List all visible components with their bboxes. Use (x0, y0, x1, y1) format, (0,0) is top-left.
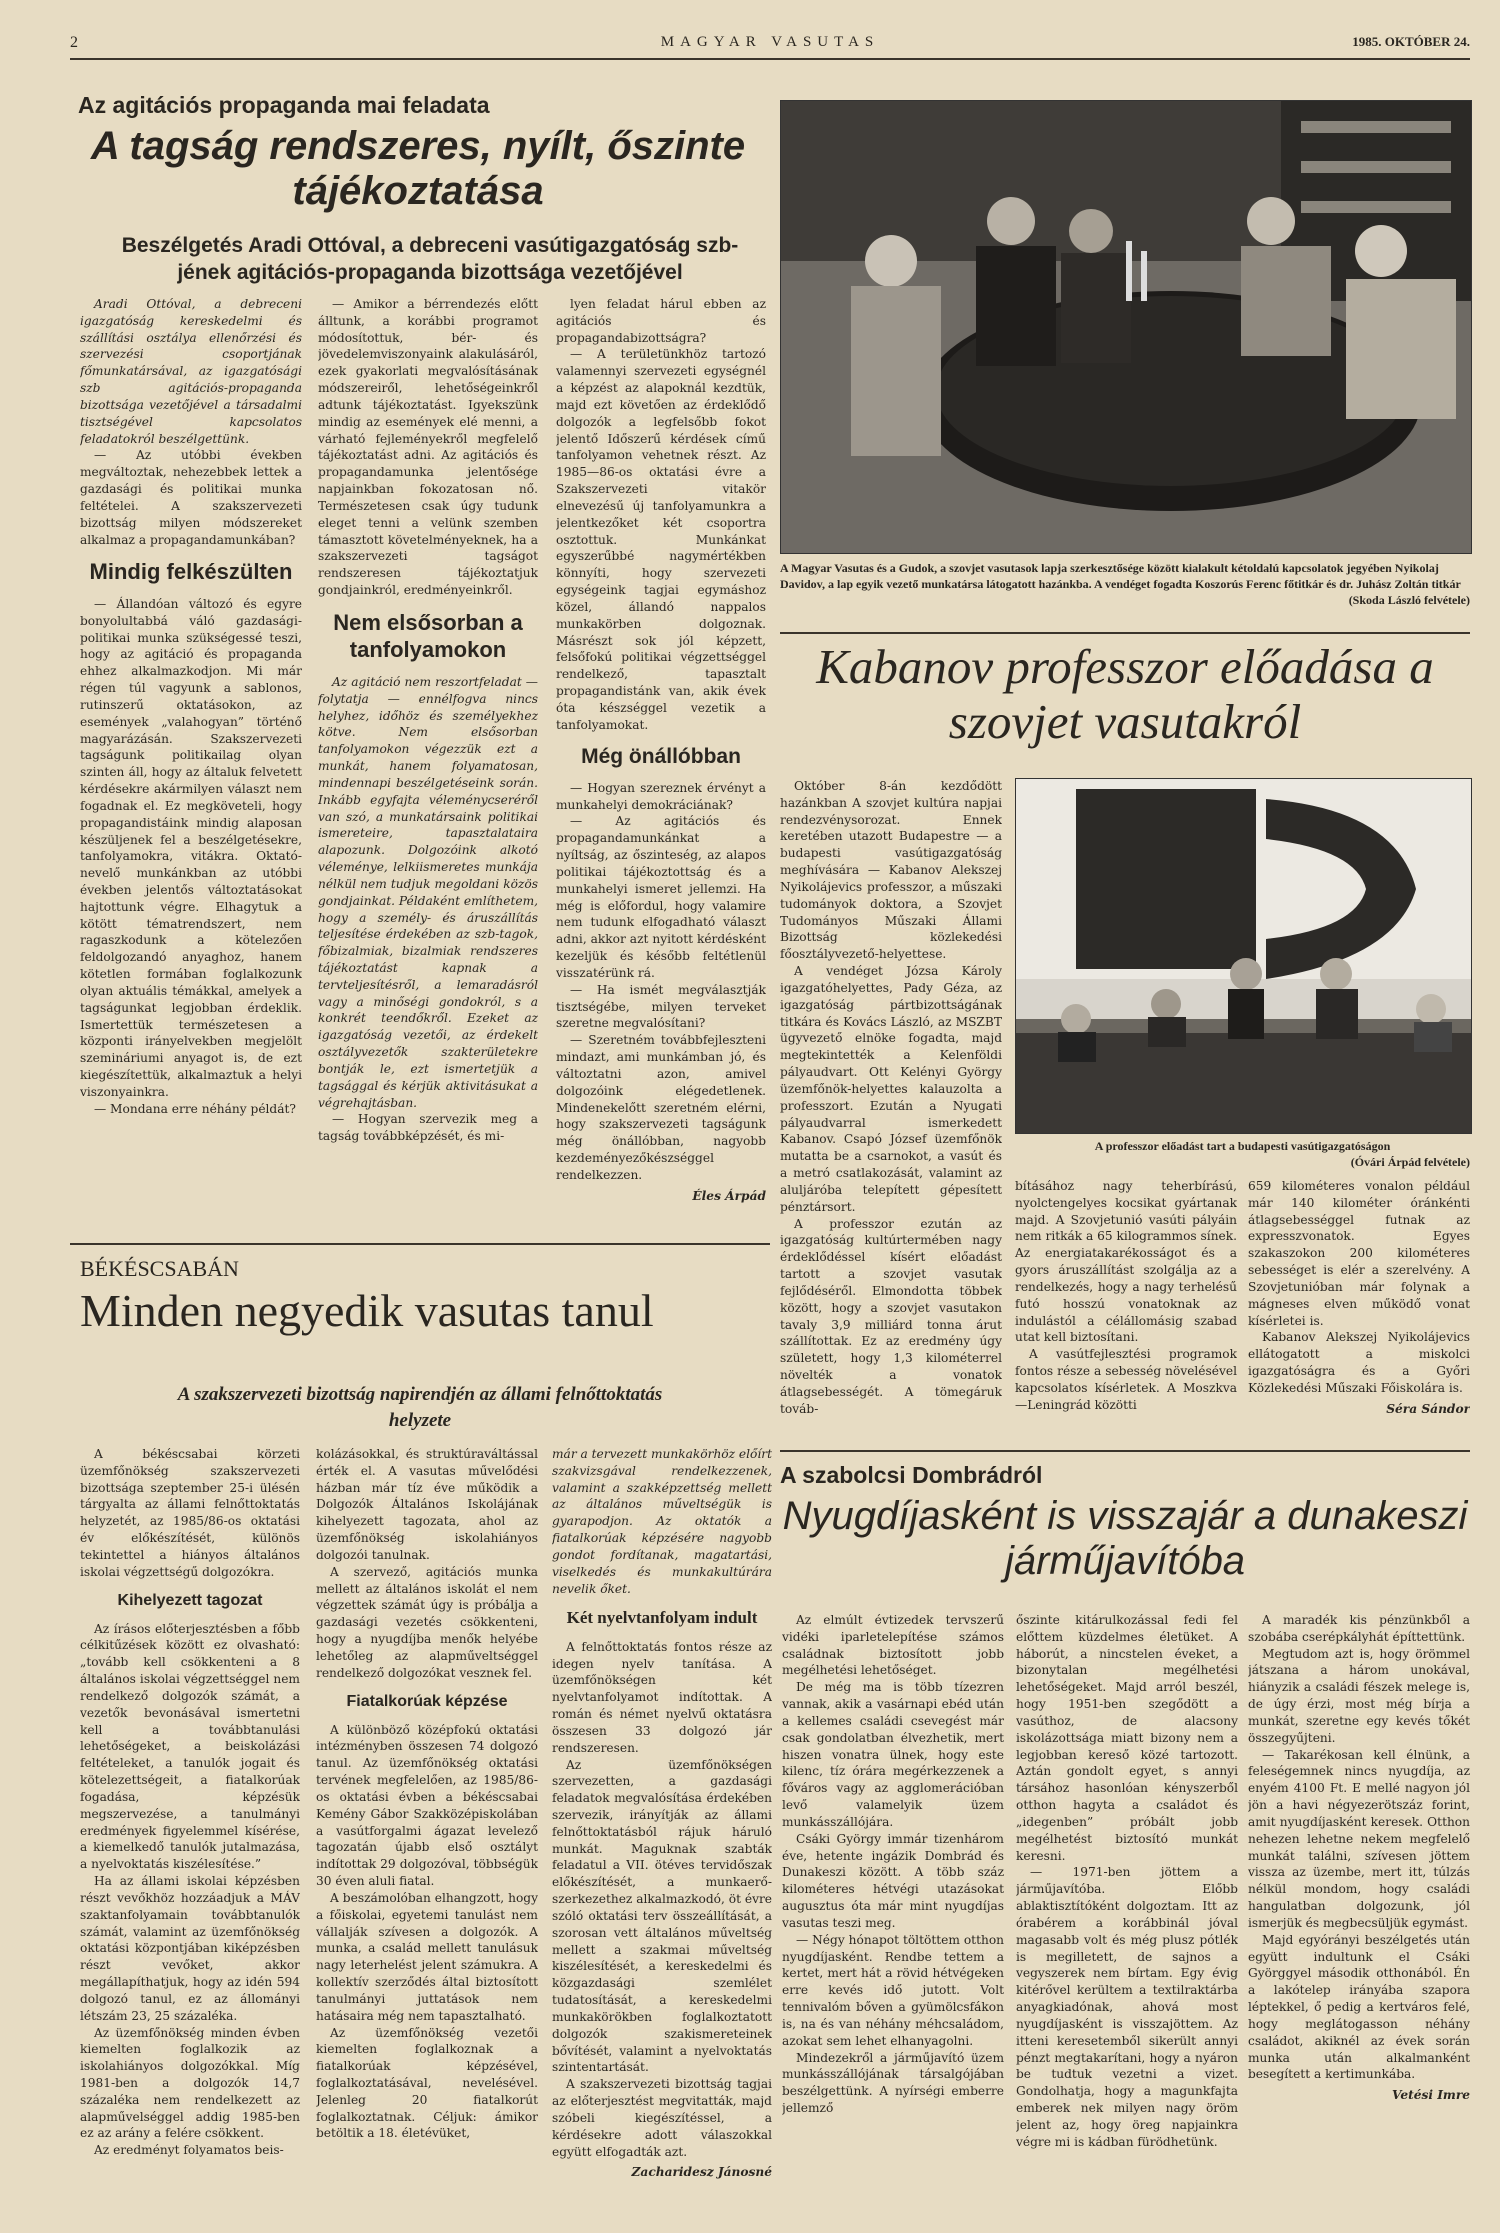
article3-deck: A szakszervezeti bizottság napirendjén az állami felnőttoktatás helyzete (177, 1384, 663, 1431)
paragraph: őszinte kitárulkozással fedi fel előttem küzdelmes életüket. A háborút, a nincstelen éveket, a bizonytalan megélhetési lehetőségeket. Majd arról beszél, hogy 1951-ben szegődött a vasúthoz, de alacsony iskolázottsága miatt bizony nem a legjobban kereső közé tartozott. Aztán gondolt egyet, s annyi társához hasonlóan kényszerből otthon hagyta a családot és „idegenben” próbált jobb megélhetést biztosító munkát keresni. (1016, 1613, 1238, 1863)
article1-title: A tagság rendszeres, nyílt, őszinte tájékoztatása (90, 124, 746, 213)
article4-column-1 (782, 1612, 1004, 2220)
paragraph: Az elmúlt évtizedek tervszerű vidéki iparletelepítése számos családnak biztosított jobb megélhetési lehetőséget. (782, 1613, 1004, 1678)
paragraph: A szakszervezeti bizottság tagjai az előterjesztést megvitatták, majd szóbeli kiegészítéssel, a kérdésekre adott válaszokkal együtt elfogadták azt. (552, 2077, 772, 2159)
paragraph: Ha az állami iskolai képzésben részt vevőkhöz hozzáadjuk a MÁV szaktanfolyamain továbbtanulók számát, valamint az üzemfőnökség oktatási központjában kiképzésben részt vevőket, akkor megállapíthatjuk, hogy az idén 594 dolgozó tanul, ez az állományi létszám 23, 25 százaléka. (80, 1874, 300, 2023)
subheading: Két nyelvtanfolyam indult (566, 1608, 758, 1628)
article2-column-2 (1015, 1178, 1237, 1440)
article3-column-2 (316, 1446, 538, 2216)
paragraph: A békéscsabai körzeti üzemfőnökség szakszervezeti bizottsága szeptember 25-i ülésén tárgyalta az állami felnőttoktatás helyzetét, az 1985/86-os oktatási év előkészítését, különös tekintettel a hiányos általános iskolai végzettségű dolgozókra. (80, 1447, 300, 1579)
article2-column-1 (780, 778, 1002, 1438)
photo-credit: (Skoda László felvétele) (1348, 593, 1470, 608)
paragraph: A beszámolóban elhangzott, hogy a főiskolai, egyetemi tanulást nem vállalják szívesen a dolgozók. A munka, a család mellett tanulásuk nagy leterhelést jelent számukra. A kollektív szerződés által biztosított tanulmányi juttatások nem hatásaira még nem tapasztalható. (316, 1890, 538, 2023)
subheading: Mindig felkészülten (89, 559, 293, 585)
paragraph: A felnőttoktatás fontos része az idegen nyelv tanítása. A üzemfőnökségen két nyelvtanfolyamot indítottak. A román és német nyelvű oktatásra összesen 33 dolgozó jár rendszeresen. (552, 1639, 772, 1755)
meeting-photo-caption (780, 560, 1470, 609)
paragraph: Az üzemfőnökségen szervezetten, a gazdasági feladatok megvalósítása érdekében szervezik, irányítják az állami felnőttoktatásból rájuk háruló munkát. Maguknak szabták feladatul a VII. ötéves tervidőszak előkészítését, a munkaerő-szerkezethez alkalmazkodó, öt évre szóló oktatási terv összeállítását, a szorosan vett általános műveltség mellett a szakmai műveltség kiszélesítését, a kereskedelmi és közgazdasági szemlélet tudatosítását, a kereskedelmi munkakörökben foglalkoztatott dolgozók szakismereteinek bővítését, valamint a nyelvoktatás szintentartását. (552, 1757, 772, 2075)
paragraph: Az üzemfőnökség vezetői kiemelten foglalkoznak a fiatalkorúak képzésével, foglalkoztatásával, nevelésével. Jelenleg 20 fiatalkorút foglalkoztatnak. Céljuk: ámikor betöltik a 18. életévüket, (316, 2025, 538, 2141)
paragraph: De még ma is több tízezren vannak, akik a vasárnapi ebéd után a kellemes családi csevegést már csak gondolatban élvezhetik, mert hiszen vonatra ülnek, hogy este kilenc, tíz órára megérkezzenek a főváros vagy az agglomerációban levő valamelyik üzem munkásszállójára. (782, 1680, 1004, 1829)
paragraph: A vasútfejlesztési programok fontos része a sebesség növelésével kapcsolatos kísérletek. A Moszkva—Leningrád közötti (1015, 1347, 1237, 1412)
photo-credit: (Óvári Árpád felvétele) (1350, 1155, 1470, 1170)
paragraph: — Mondana erre néhány példát? (94, 1101, 296, 1116)
article4-author: Vetési Imre (1392, 2088, 1470, 2103)
caption-text: A professzor előadást tart a budapesti vasútigazgatóságon (1094, 1139, 1391, 1153)
paragraph: A szervező, agitációs munka mellett az általános iskolát el nem végzettek számát úgy is próbálja a gazdasági vezetés csökkenteni, hogy a nyugdíjba menők helyébe lehetőleg az alapműveltséggel rendelkező dolgozókat vesznek fel. (316, 1564, 538, 1680)
article4-column-2 (1016, 1612, 1238, 2220)
article1-kicker: Az agitációs propaganda mai feladata (78, 92, 490, 118)
paragraph: már a tervezett munkakörhöz előírt szakvizsgával rendelkezzenek, valamint a szakképzettség mellett az általános műveltségük is gyarapodjon. Az oktatók a fiatalkorúak képzésére nagyobb gondot fordítanak, magatartási, viselkedés és munkakultúrára nevelik őket. (552, 1447, 772, 1596)
paragraph: Csáki György immár tizenhárom éve, hetente ingázik Dombrád és Dunakeszi között. A több száz kilométeres hétvégi utazásokat augusztus óta már mint nyugdíjas vasutas teszi meg. (782, 1831, 1004, 1930)
paragraph: Megtudom azt is, hogy örömmel játszana a három unokával, hiányzik a családi fészek melege is, de úgy érzi, most még bírja a munkát, szeretne egy kevés tőkét összegyűjteni. (1248, 1646, 1470, 1745)
paragraph: Az írásos előterjesztésben a főbb célkitűzések között ez olvasható: „tovább kell csökkenteni a 8 általános iskolai végzettséggel nem rendelkező dolgozók számát, a vezetők bevonásával ismertetni kell a továbbtanulási lehetőségeket, a beiskolázási feltételeket, a tanulók jogait és kötelezettségeit, a fiatalkorúak fogadása, képzésük megszervezése, a tanulmányi eredmények figyelemmel kísérése, a kiemelkedő tanulók jutalmazása, a nyelvoktatás kiszélesítése.” (80, 1621, 300, 1872)
paragraph: — Amikor a bérrendezés előtt álltunk, a korábbi programot módosítottuk, bér- és jövedelemviszonyaink alakulásáról, ezek gyakorlati megvalósításának módszereiről, lehetőségeinkről adtunk tájékoztatást. Igyekszünk mindig az események elé menni, a várható fejleményekről megfelelő tájékoztatást adni. Az agitációs és propagandamunka jelentősége napjainkban fokozatosan nő. Természetesen csak úgy tudunk eleget tenni a velünk szemben támasztott követelményeknek, ha a szakszervezeti tagságot rendszeresen tájékoztatjuk gondjainkról, eredményeinkről. (318, 297, 538, 598)
masthead: MAGYAR VASUTAS (660, 34, 880, 50)
article1-deck: Beszélgetés Aradi Ottóval, a debreceni vasútigazgatóság szb-jének agitációs-propaganda bizottsága vezetőjével (121, 234, 739, 285)
lecture-photo (1015, 778, 1472, 1134)
article4-column-3 (1248, 1612, 1470, 2220)
paragraph: lyen feladat hárul ebben az agitációs és propagandabizottságra? (556, 297, 766, 345)
subheading: Fiatalkorúak képzése (346, 1692, 508, 1710)
paragraph: kolázásokkal, és struktúraváltással érték el. A vasutas művelődési házban már tíz éve működik a Dolgozók Általános Iskolájának kihelyezett tagozata, ahol az üzemfőnökség iskolahiányos dolgozói tanulnak. (316, 1447, 538, 1562)
subheading: Nem elsősorban a tanfolyamokon (333, 609, 523, 663)
paragraph: bításához nagy teherbírású, nyolctengelyes kocsikat gyártanak majd. A Szovjetunió vasúti pályáin nem ritkák a 65 kilogrammos sínek. Az energiatakarékosságot és a gyors áruszállítást szolgálja az a rendelkezés, hogy a nagy terhelésű futó hosszú vonatoknak az indulástól a célállomásig szabad utat kell biztosítani. (1015, 1179, 1237, 1345)
article1-column-3 (556, 296, 766, 1231)
subheading: Még önállóbban (581, 744, 741, 768)
article3-column-1 (80, 1446, 300, 2216)
paragraph: — Hogyan szereznek érvényt a munkahelyi demokráciának? (556, 780, 766, 812)
paragraph: Kabanov Alekszej Nyikolájevics ellátogatott a miskolci igazgatóságra és a Győri Közlekedési Műszaki Főiskolára is. (1248, 1330, 1470, 1395)
paragraph: — 1971-ben jöttem a járműjavítóba. Előbb ablaktisztítóként dolgoztam. Itt az órabérem a korábbinál jóval magasabb volt és még plusz pótlék is megilletett, de sajnos a vegyszerek nem bírtam. Egy évig kitérővel kerültem a textilraktárba anyagkiadónak, ahová most nyugdíjasként is visszajöttem. Az itteni keresetemből sikerült annyi pénzt megtakarítani, hogy a nyáron be tudtuk vezetni a vizet. Gondolhatja, hogy a magunkfajta emberek nek milyen nagy öröm jelent az, hogy öreg napjainkra végre mi is kádban fürödhetünk. (1016, 1865, 1238, 2149)
paragraph: A vendéget Józsa Károly igazgatóhelyettes, Pady Géza, az igazgatóság pártbizottságának titkára és Kovács László, az MSZBT ügyvezető elnöke fogadta, majd megtekintették a Kelenföldi pályaudvart. Ott Kelényi György üzemfőnök-helyettes kalauzolta a professzort. Ezután a Nyugati pályaudvarral ismerkedett Kabanov. Csapó József üzemfőnök mutatta be a csarnokot, a vasút és a metró csatlakozását, valamint az aluljáróba telepített gépesített pénztársort. (780, 964, 1002, 1214)
subheading: Kihelyezett tagozat (117, 1591, 263, 1609)
page-header (70, 30, 1470, 60)
paragraph: — Állandóan változó és egyre bonyolultabbá váló gazdasági-politikai munka szükségessé teszi, hogy az agitáció és propaganda ehhez alkalmazkodjon. Mi már régen túl vagyunk a sablonos, rutinszerű oktatásokon, az események „valahogyan” történő magyarázásán. Szakszervezeti tagságunk politikailag olyan szinten áll, hogy az általuk felvetett kérdésekre akármilyen választ nem fogadnak el. Ez megköveteli, hogy propagandistáink mindig alaposan készüljenek fel a beszélgetésekre, tanfolyamokra, vitákra. Oktató-nevelő munkánkban az utóbbi években jelentős változtatásokat hajtottunk végre. Elhagytuk a kötött tématrendszert, nem ragaszkodunk a kötelezően feldolgozandó anyaghoz, hanem kötetlen formában foglalkozunk olyan aktuális témákkal, amelyek a tagságunkat legjobban érdeklik. Ismertettük természetesen a központi irányelvekben megjelölt szemináriumi anyagot is, de ezt kiegészítettük, alkalmaztuk a helyi viszonyainkra. (80, 596, 302, 1099)
paragraph: — Hogyan szervezik meg a tagság továbbképzését, és mi- (318, 1112, 538, 1144)
divider (70, 1243, 770, 1245)
paragraph: Majd egyórányi beszélgetés után együtt indultunk el Csáki Györggyel második otthonából. Én a lakótelep irányába szapora léptekkel, ő pedig a kertváros felé, hogy meglátogasson néhány családot, akiknél az évek során munka után alkalmanként besegített a kertimunkába. (1248, 1932, 1470, 2082)
issue-date: 1985. OKTÓBER 24. (1352, 34, 1470, 49)
article1-author: Éles Árpád (692, 1188, 766, 1203)
caption-text: A Magyar Vasutas és a Gudok, a szovjet vasutasok lapja szerkesztősége között kialakult kétoldalú kapcsolatok jegyében Nyikolaj Davidov, a lap egyik vezető munkatársa látogatott hazánkba. A vendéget fogadta Koszorús Ferenc főtitkár és dr. Juhász Zoltán titkár (780, 561, 1461, 592)
article3-title: Minden negyedik vasutas tanul (80, 1285, 654, 1336)
paragraph: — Az utóbbi években megváltoztak, nehezebbek lettek a gazdasági és politikai munka feltételei. A szakszervezeti bizottság milyen módszereket alkalmaz a propagandamunkában? (80, 448, 302, 547)
paragraph: — Szeretném továbbfejleszteni mindazt, ami munkámban jó, és változtatni azon, amivel dolgozóink elégedetlenek. Mindenekelőtt szeretném elérni, hogy szakszervezeti tagságunk még önállóbban, nagyobb kezdeményezőkészséggel rendelkezzen. (556, 1033, 766, 1182)
paragraph: Aradi Ottóval, a debreceni igazgatóság kereskedelmi és szállítási osztálya ellenőrzési és szervezési csoportjának főmunkatársával, az igazgatósági szb agitációs-propaganda bizottsága vezetőjével a társadalmi tisztségével kapcsolatos feladatokról beszélgettünk. (80, 297, 302, 446)
paragraph: A különböző középfokú oktatási intézményben összesen 74 dolgozó tanul. Az üzemfőnökség oktatási tervének megfelelően, az 1985/86-os oktatási évben a békéscsabai Kemény Gábor Szakközépiskolában a vasútforgalmi ágazat levelező tagozatán újabb első osztályt indítottak 29 dolgozóval, többségük 30 éven aluli fiatal. (316, 1722, 538, 1889)
paragraph: Az eredményt folyamatos beis- (94, 2143, 284, 2158)
meeting-photo (780, 100, 1472, 554)
article2-author: Séra Sándor (1386, 1401, 1470, 1416)
paragraph: Az üzemfőnökség minden évben kiemelten foglalkozik az iskolahiányos dolgozókkal. Míg 1981-ben a dolgozók 14,7 százaléka nem rendelkezett az alapművelséggel addig 1985-ben ez az arány a felére csökkent. (80, 2025, 300, 2141)
paragraph: — Négy hónapot töltöttem otthon nyugdíjasként. Rendbe tettem a kertet, mert hát a rövid hétvégeken erre kevés idő jutott. Volt tennivalóm bőven a gyümölcsfákon is, na és van néhány méhcsaládom, azokat sem lehet elhanyagolni. (782, 1932, 1004, 2048)
paragraph: — Ha ismét megválasztják tisztségébe, milyen terveket szeretne megvalósítani? (556, 982, 766, 1031)
article4-title: Nyugdíjasként is visszajár a dunakeszi járműjavítóba (782, 1494, 1468, 1583)
article2-title: Kabanov professzor előadása a szovjet vasutakról (816, 639, 1434, 749)
article1-column-1 (80, 296, 302, 1226)
paragraph: 659 kilométeres vonalon például már 140 kilométer óránkénti átlagsebességgel futnak az expresszvonatok. Egyes szakaszokon 200 kilométeres sebességet is elér a szerelvény. A Szovjetunióban már folynak a mágneses elven működő vonat kísérletei is. (1248, 1179, 1470, 1328)
paragraph: Mindezekről a járműjavító üzem munkásszállójának társalgójában beszélgettünk. A nyírségi emberre jellemző (782, 2050, 1004, 2116)
article4-kicker: A szabolcsi Dombrádról (780, 1462, 1043, 1488)
page-number: 2 (70, 34, 78, 51)
article3-author: Zacharidesz Jánosné (631, 2165, 772, 2180)
divider (780, 632, 1470, 634)
lecture-photo-caption (1015, 1138, 1470, 1170)
paragraph: A professzor ezután az igazgatóság kultúrtermében nagy érdeklődéssel kísért előadást tartott a szovjet vasutak fejlődéséről. Elmondotta többek között, hogy a szovjet vasutakon tavaly 3,9 milliárd tonna árut szállítottak. Ez az eredmény úgy született, hogy 1,3 kilométerrel növelték a vonatok átlagsebességét. A tömegáruk továb- (780, 1216, 1002, 1416)
paragraph: Az agitáció nem reszortfeladat — folytatja — ennélfogva nincs helyhez, időhöz és személyekhez kötve. Nem elsősorban tanfolyamokon végezzük ezt a munkát, hanem folyamatosan, mindennapi beszélgetéseink során. Inkább egyfajta véleménycseréről van szó, a munkatársaink politikai ismereteire, tapasztalataira alapozunk. Dolgozóink alkotó véleménye, lelkiismeretes munkája nélkül nem tudjuk megoldani közös gondjainkat. Példaként említhetem, hogy a személy- és áruszállítás teljesítése érdekében az szb-tagok, főbizalmiak, bizalmiak rendszeres tájékoztatást kapnak a tervteljesítésről, a lemaradásról vagy a minőségi gondokról, s a konkrét teendőkről. Ezeket az igazgatóság vezetői, az érdekelt osztályvezetők szakterületekre bontják le, ezt ismertetjük a tagsággal és kérjük aktivitásukat a végrehajtásban. (318, 674, 538, 1110)
paragraph: Október 8-án kezdődött hazánkban A szovjet kultúra napjai rendezvénysorozat. Ennek keretében utazott Budapestre — a budapesti vasútigazgatóság meghívására — Kabanov Alekszej Nyikolájevics professzor, a műszaki tudományok doktora, a Szovjet Tudományos Műszaki Állami Bizottság közlekedési főosztályvezető-helyettese. (780, 779, 1002, 962)
meeting-photo-illustration (781, 101, 1471, 553)
paragraph: — Az agitációs és propagandamunkánkat a nyíltság, az őszinteség, az alapos politikai tájékoztottság és a munkahelyi ismeret jellemzi. Ha még is előfordul, hogy valamire nem tudunk elfogadható választ adni, akkor azt nyitott kérdésként kezeljük és később feltétlenül visszatérünk rá. (556, 814, 766, 980)
lecture-photo-illustration (1016, 779, 1471, 1133)
article3-kicker: BÉKÉSCSABÁN (80, 1256, 239, 1281)
article1-column-2 (318, 296, 538, 1226)
paragraph: — Takarékosan kell élnünk, a feleségemnek nincs nyugdíja, az enyém 4100 Ft. E mellé nagyon jól jön a havi négyezerötszáz forint, amit nyugdíjasként keresek. Otthon nehezen lehetne nekem megfelelő munkát találni, szívesen jöttem vissza az üzembe, mert itt, túlzás nélkül mondom, hogy családi hangulatban dolgozunk, jól ismerjük és megbecsüljük egymást. (1248, 1747, 1470, 1930)
article3-column-3 (552, 1446, 772, 2216)
article2-column-3 (1248, 1178, 1470, 1440)
divider (780, 1450, 1470, 1452)
paragraph: — A területünkhöz tartozó valamennyi szervezeti egységnél a képzést az alapoknál kezdtük, majd ezt követően az érdeklődő dolgozók a legfelsőbb fokot jelentő Időszerű kérdések című tanfolyamon vehetnek részt. Az 1985—86-os oktatási évre a Szakszervezeti vitakör elnevezésű új tanfolyamunkra a jelentkezőket két csoportra osztottuk. Munkánkat egyszerűbbé nagymértékben könnyíti, hogy szervezeti egységeink tagjai egymáshoz közel, állandó nappalos munkakörben dolgoznak. Másrészt sok jól képzett, felsőfokú politikai végzettséggel rendelkező, tapasztalt propagandistánk van, akik évek óta készséggel vezetik a tanfolyamokat. (556, 347, 766, 732)
paragraph: A maradék kis pénzünkből a szobába cserépkályhát építtettünk. (1248, 1613, 1470, 1644)
